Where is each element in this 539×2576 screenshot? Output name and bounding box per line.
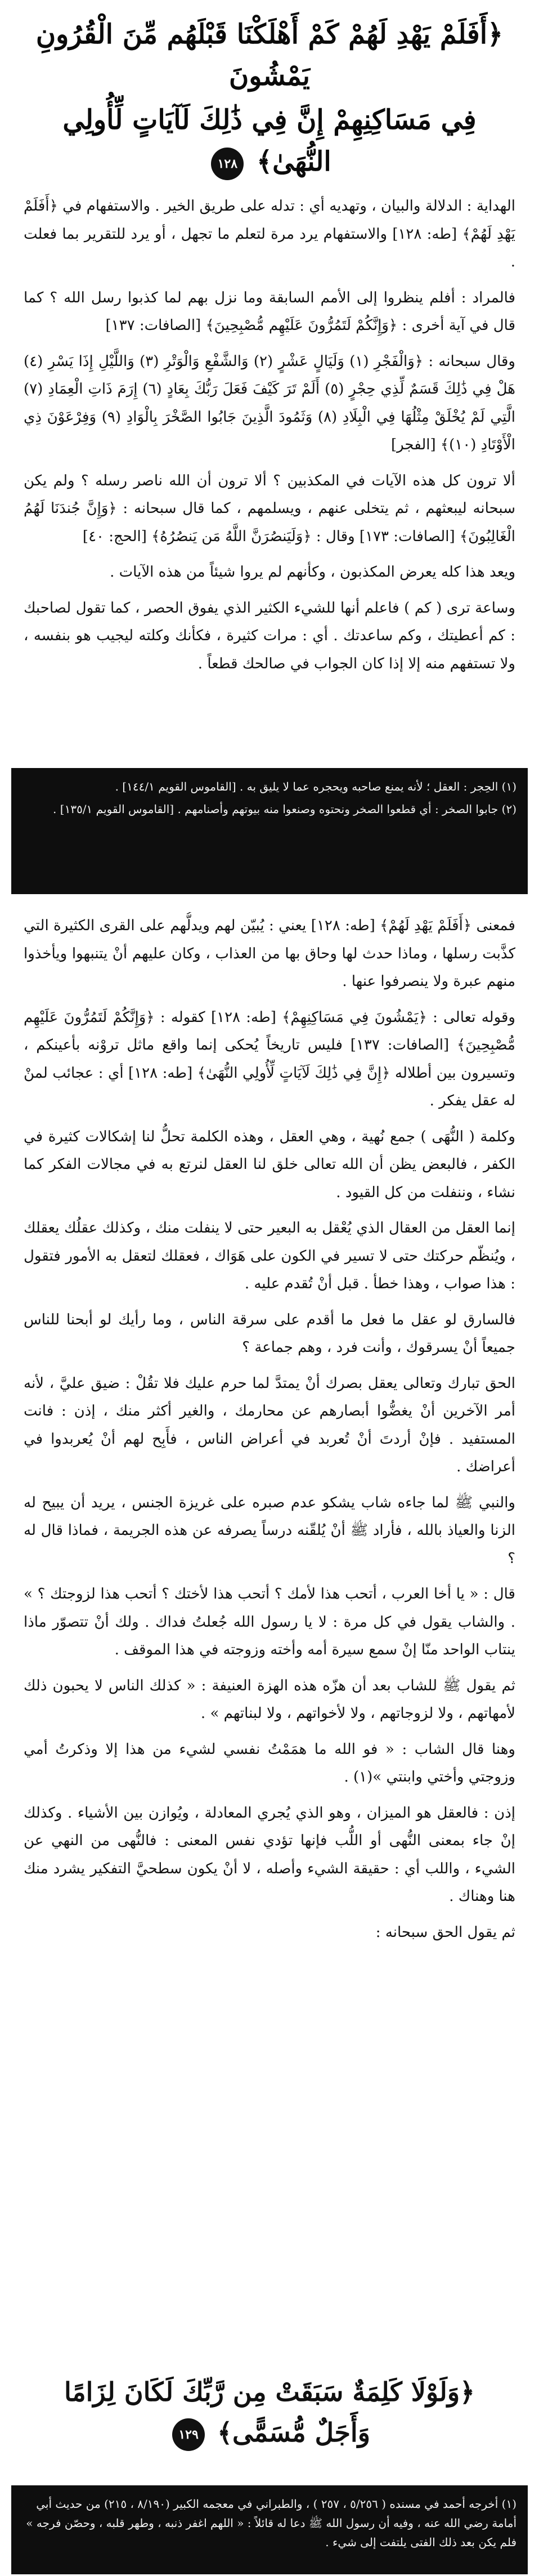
header-verse-line2-wrap <box>24 99 515 182</box>
paragraph: قال : « يا أخا العرب ، أتحب هذا لأمك ؟ أتحب هذا لأختك ؟ أتحب هذا لزوجتك ؟ » . والشاب يقول في كل مرة : لا يا رسول الله جُعلتُ فداك . ولك أنْ تتصوّر ماذا ينتاب الواحد منّا إنْ سمع سيرة أمه وأخته وزوجته في هذا الموقف . <box>24 1586 515 1658</box>
paragraph: وقال سبحانه : ﴿وَالْفَجْرِ (١) وَلَيَالٍ عَشْرٍ (٢) وَالشَّفْعِ وَالْوَتْرِ (٣) وَاللَّيْلِ إِذَا يَسْرِ (٤) هَلْ فِي ذَٰلِكَ قَسَمٌ لِّذِي حِجْرٍ (٥) أَلَمْ تَرَ كَيْفَ فَعَلَ رَبُّكَ بِعَادٍ (٦) إِرَمَ ذَاتِ الْعِمَادِ (٧) الَّتِي لَمْ يُخْلَقْ مِثْلُهَا فِي الْبِلَادِ (٨) وَثَمُودَ الَّذِينَ جَابُوا الصَّخْرَ بِالْوَادِ (٩) وَفِرْعَوْنَ ذِي الْأَوْتَادِ (١٠)﴾ [الفجر] <box>24 352 515 453</box>
footnotes-box-2 <box>11 2485 528 2574</box>
paragraph: والنبي ﷺ لما جاءه شاب يشكو عدم صبره على غريزة الجنس ، يريد أن يبيح له الزنا والعياذ بالله ، فأراد ﷺ أنْ يُلقّنه درساً يصرفه عن هذه الجريمة ، فماذا قال له ؟ <box>24 1494 515 1567</box>
paragraph: فالسارق لو عقل ما فعل ما أقدم على سرقة الناس ، وما رأيك لو أبحنا للناس جميعاً أنْ يسرقوك ، وأنت فرد ، وهم جماعة ؟ <box>24 1311 515 1356</box>
footer-verse <box>24 2372 515 2475</box>
paragraph: ألا ترون كل هذه الآيات في المكذبين ؟ ألا ترون أن الله ناصر رسله ؟ ولم يكن سبحانه ليبعثهم ، ثم يتخلى عنهم ، ويسلمهم ، كما قال سبحانه : ﴿وَإِنَّ جُندَنَا لَهُمُ الْغَالِبُونَ﴾ [الصافات: ١٧٣] وقال : ﴿وَلَيَنصُرَنَّ اللَّهُ مَن يَنصُرُهُ﴾ [الحج: ٤٠] <box>24 472 515 545</box>
paragraph: وهنا قال الشاب : « فو الله ما همَمْتُ نفسي لشيء من هذا إلا وذكرتُ أمي وزوجتي وأختي وابنتي »(١) . <box>24 1740 515 1785</box>
commentary-section-2 <box>24 912 515 2365</box>
paragraph: الحق تبارك وتعالى يعقل بصرك أنْ يمتدَّ لما حرم عليك فلا تقُلْ : ضيق عليَّ ، لأنه أمر الآخرين أنْ يغضُّوا أبصارهم عن محارمك ، والغير أكثر منك ، إذن : فانت المستفيد . فإنْ أردتَ أنْ تُعربد في أعراض الناس ، فأَبِح لهم أنْ يُعربدوا في أعراضك . <box>24 1374 515 1475</box>
paragraph: ثم يقول الحق سبحانه : <box>375 1923 515 1941</box>
header-verse <box>24 14 515 182</box>
footer-verse-line1: ﴿وَلَوْلَا كَلِمَةٌ سَبَقَتْ مِن رَّبِّكَ لَكَانَ لِزَامًا <box>64 2377 475 2407</box>
footer-verse-line2: وَأَجَلٌ مُّسَمًّى﴾ <box>217 2417 370 2448</box>
paragraph: وكلمة ( النُّهَى ) جمع نُهية ، وهي العقل ، وهذه الكلمة تحلُّ لنا إشكالات كثيرة في الكفر ، فالبعض يظن أن الله تعالى خلق لنا العقل لنرتع به في مجالات الفكر كما نشاء ، وننفلت من كل القيود . <box>24 1128 515 1201</box>
footnote: (١) الحِجر : العقل ؛ لأنه يمنع صاحبه ويحجره عما لا يليق به . [القاموس القويم ١٤٤/١] . <box>115 780 516 793</box>
paragraph: ثم يقول ﷺ للشاب بعد أن هزّه هذه الهزة العنيفة : « كذلك الناس لا يحبون ذلك لأمهاتهم ، ولا لزوجاتهم ، ولا لأخواتهم ، ولا لبناتهم » . <box>24 1677 515 1722</box>
paragraph: إذن : فالعقل هو الميزان ، وهو الذي يُجري المعادلة ، ويُوازن بين الأشياء . وكذلك إنْ جاء بمعنى النُّهى أو اللُّب فإنها تؤدي نفس المعنى : فالنُّهى من النهي عن الشيء ، واللب أي : حقيقة الشيء وأصله ، لا أنْ يكون سطحيَّ التفكير يشرد منك هنا وهناك . <box>24 1804 515 1905</box>
book-page <box>0 14 539 2576</box>
commentary-section-1 <box>24 193 515 761</box>
ayah-number-badge: ١٢٨ <box>211 148 244 180</box>
footer-verse-line2-wrap <box>24 2412 515 2453</box>
paragraph: الهداية : الدلالة والبيان ، وتهديه أي : تدله على طريق الخير . والاستفهام في ﴿أَفَلَمْ يَهْدِ لَهُمْ﴾ [طه: ١٢٨] والاستفهام يرد مرة لتعلم ما تجهل ، أو يرد للتقرير بما فعلت . <box>24 198 515 270</box>
paragraph: إنما العقل من العقال الذي يُعْقل به البعير حتى لا ينفلت منك ، وكذلك عقلُك يعقلك ، ويُنظّم حركتك حتى لا تسير في الكون على هَوَاك ، فعقلك لتعقل به الأمور فتقول : هذا صواب ، وهذا خطأ . قبل أنْ تُقدم عليه . <box>24 1220 515 1292</box>
paragraph: فالمراد : أفلم ينظروا إلى الأمم السابقة وما نزل بهم لما كذبوا رسل الله ؟ كما قال في آية أخرى : ﴿وَإِنَّكُمْ لَتَمُرُّونَ عَلَيْهِم مُّصْبِحِينَ﴾ [الصافات: ١٣٧] <box>24 289 515 334</box>
header-verse-line1: ﴿أَفَلَمْ يَهْدِ لَهُمْ كَمْ أَهْلَكْنَا قَبْلَهُم مِّنَ الْقُرُونِ يَمْشُونَ <box>35 19 504 92</box>
paragraph: فمعنى ﴿أَفَلَمْ يَهْدِ لَهُمْ﴾ [طه: ١٢٨] يعني : يُبيّن لهم ويدلُّهم على القرى الكثيرة التي كذَّبت رسلها ، وماذا حدث لها وحاق بها من العذاب ، وكان عليهم أنْ يتنبهوا ويأخذوا منهم عبرة ولا ينصرفوا عنها . <box>24 917 515 990</box>
ayah-number-badge: ١٢٩ <box>172 2418 205 2451</box>
paragraph: وقوله تعالى : ﴿يَمْشُونَ فِي مَسَاكِنِهِمْ﴾ [طه: ١٢٨] كقوله : ﴿وَإِنَّكُمْ لَتَمُرُّونَ عَلَيْهِم مُّصْبِحِينَ﴾ [الصافات: ١٣٧] فليس تاريخاً يُحكى إنما واقع ماثل تروْنه بأعينكم ، وتسيرون بين أطلاله ﴿إِنَّ فِي ذَٰلِكَ لَآيَاتٍ لِّأُولِي النُّهَىٰ﴾ [طه: ١٢٨] أي : عجائب لمنْ له عقل يفكر . <box>24 1008 515 1109</box>
paragraph: وساعة ترى ( كم ) فاعلم أنها للشيء الكثير الذي يفوق الحصر ، كما تقول لصاحبك : كم أعطيتك ، وكم ساعدتك . أي : مرات كثيرة ، فكأنك وكلته ليجيب هو بنفسه ، ولا تستفهم منه إلا إذا كان الجواب في صالحك قطعاً . <box>24 599 515 672</box>
footnotes-box-1 <box>11 768 528 894</box>
paragraph: ويعد هذا كله يعرض المكذبون ، وكأنهم لم يروا شيئاً من هذه الآيات . <box>110 564 515 581</box>
footnote: (١) أخرجه أحمد في مسنده ( ٥/٢٥٦ ، ٢٥٧ ) ، والطبراني في معجمه الكبير (٨/١٩٠ ، ٢١٥) من حديث أبي أمامة رضي الله عنه ، وفيه أن رسول الله ﷺ دعا له قائلاً : « اللهم اغفر ذنبه ، وطهر قلبه ، وحصّن فرجه » فلم يكن بعد ذلك الفتى يلتفت إلى شيء . <box>26 2497 516 2549</box>
header-verse-line2: فِي مَسَاكِنِهِمْ إِنَّ فِي ذَٰلِكَ لَآيَاتٍ لِّأُولِي النُّهَىٰ﴾ <box>62 104 477 177</box>
footnote: (٢) جابوا الصخر : أي قطعوا الصخر ونحتوه وصنعوا منه بيوتهم وأصنامهم . [القاموس القويم ١٣٥/١] . <box>53 802 516 816</box>
